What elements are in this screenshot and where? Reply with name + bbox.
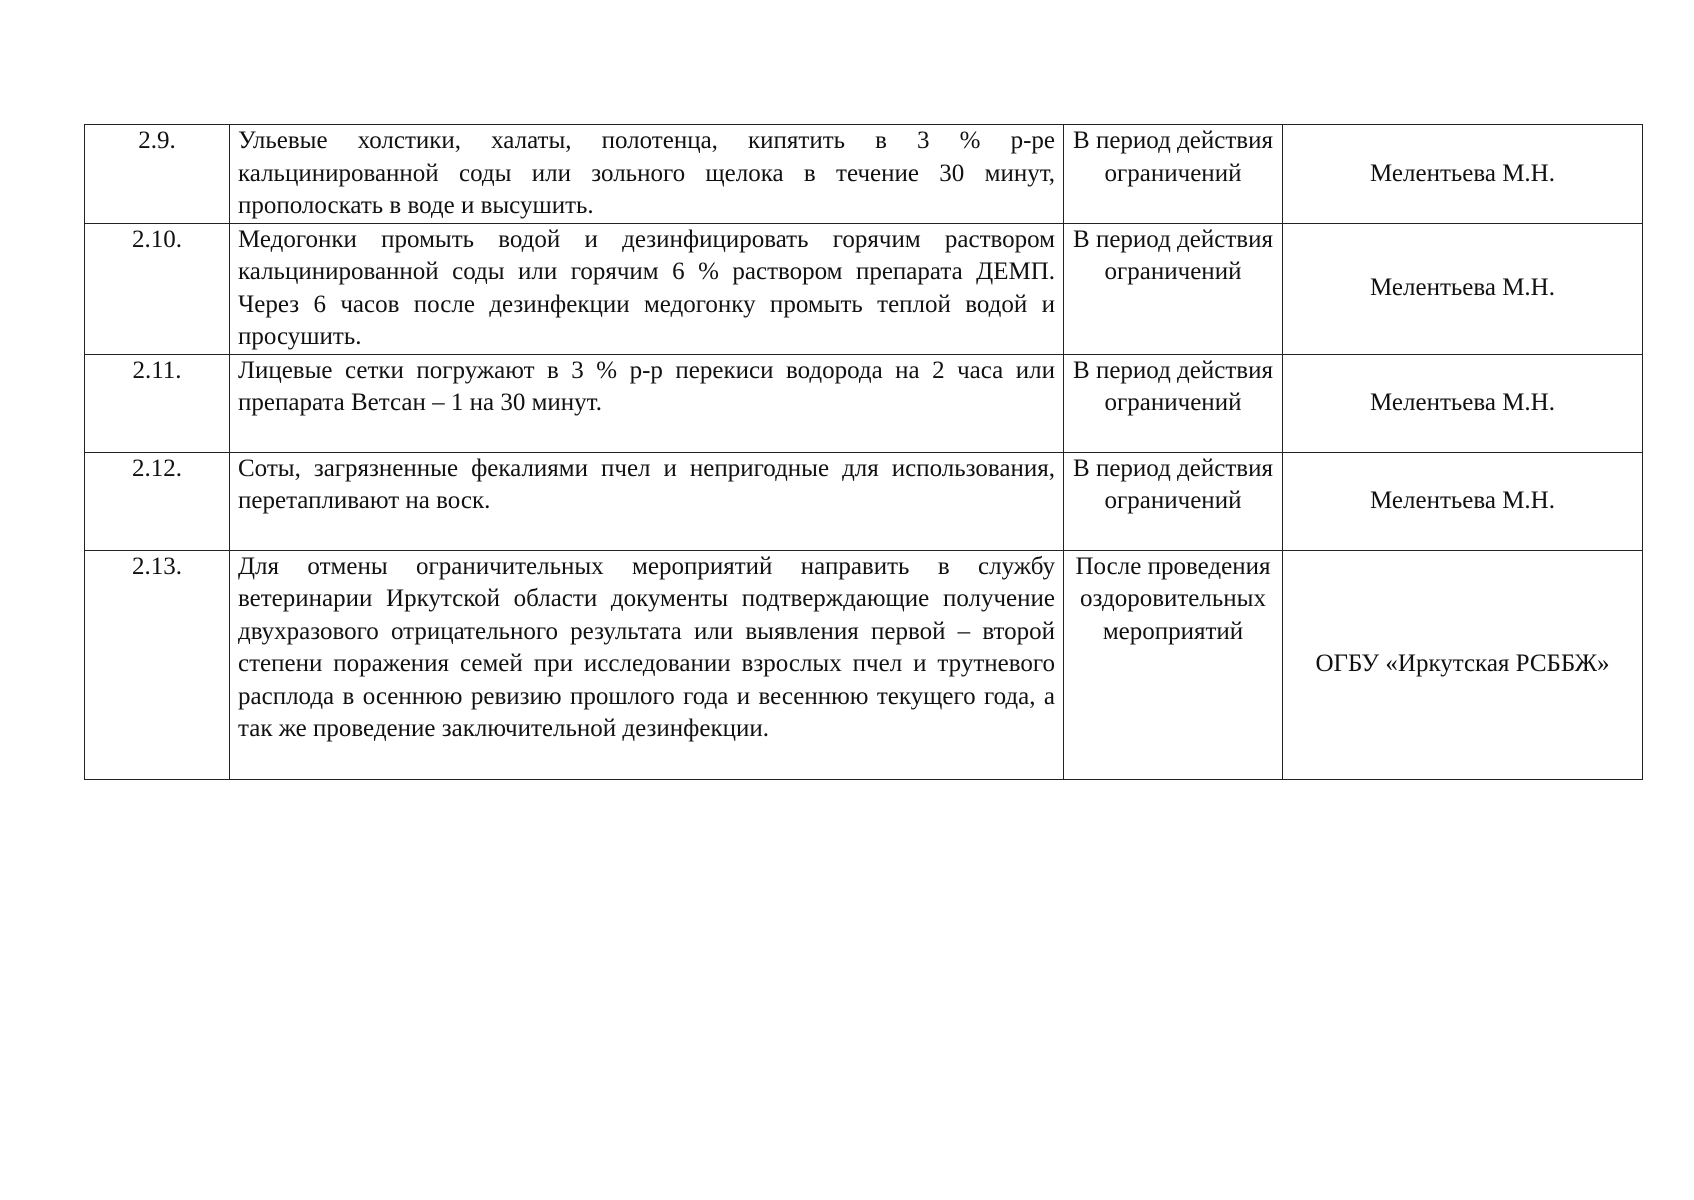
measure-text: Лицевые сетки погружают в 3 % р-р перекиси водорода на 2 часа или препарата Ветсан – 1 на 30 минут.: [230, 354, 1064, 452]
measure-text: Для отмены ограничительных мероприятий направить в службу ветеринарии Иркутской области документы подтверждающие получение двухразового отрицательного результата или выявления первой – второй степени поражения семей при исследовании взрослых пчел и трутневого расплода в осеннюю ревизию прошлого года и весеннюю текущего года, а так же проведение заключительной дезинфекции.: [230, 550, 1064, 779]
table-row: [85, 223, 1643, 354]
item-number: 2.9.: [85, 125, 230, 224]
period-cell: В период действия ограничений: [1064, 125, 1283, 224]
table-row: [85, 125, 1643, 224]
item-number: 2.13.: [85, 550, 230, 779]
measure-text: Ульевые холстики, халаты, полотенца, кипятить в 3 % р-ре кальцинированной соды или зольного щелока в течение 30 минут, прополоскать в воде и высушить.: [230, 125, 1064, 224]
responsible-cell: ОГБУ «Иркутская РСББЖ»: [1283, 550, 1643, 779]
measure-text: Медогонки промыть водой и дезинфицировать горячим раствором кальцинированной соды или горячим 6 % раствором препарата ДЕМП. Через 6 часов после дезинфекции медогонку промыть теплой водой и просушить.: [230, 223, 1064, 354]
responsible-cell: Мелентьева М.Н.: [1283, 125, 1643, 224]
item-number: 2.11.: [85, 354, 230, 452]
measures-table: [84, 124, 1643, 780]
measure-text: Соты, загрязненные фекалиями пчел и непригодные для использования, перетапливают на воск.: [230, 452, 1064, 550]
item-number: 2.12.: [85, 452, 230, 550]
responsible-cell: Мелентьева М.Н.: [1283, 452, 1643, 550]
responsible-cell: Мелентьева М.Н.: [1283, 354, 1643, 452]
period-cell: В период действия ограничений: [1064, 452, 1283, 550]
period-cell: После проведения оздоровительных мероприятий: [1064, 550, 1283, 779]
item-number: 2.10.: [85, 223, 230, 354]
responsible-cell: Мелентьева М.Н.: [1283, 223, 1643, 354]
table-row: [85, 550, 1643, 779]
table-row: [85, 452, 1643, 550]
period-cell: В период действия ограничений: [1064, 354, 1283, 452]
period-cell: В период действия ограничений: [1064, 223, 1283, 354]
table-row: [85, 354, 1643, 452]
